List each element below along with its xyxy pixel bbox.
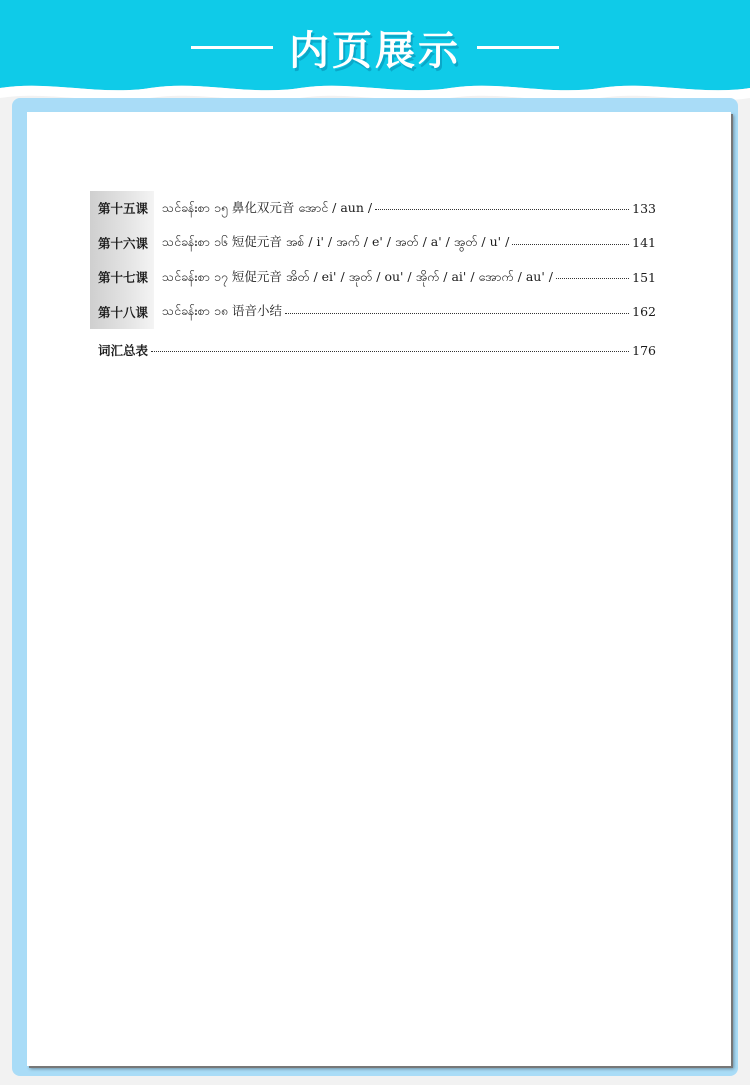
dot-leader (375, 208, 629, 210)
banner-title-row (0, 14, 750, 80)
table-of-contents (90, 191, 656, 368)
lesson-title: သင်ခန်းစာ ၁၅ 鼻化双元音 အောင် / aun / (162, 199, 373, 215)
lesson-number: 第十八课 (98, 304, 149, 320)
lesson-number: 第十六课 (98, 235, 149, 251)
toc-row (90, 295, 656, 330)
toc-row-vocabulary (90, 333, 656, 368)
toc-row (90, 226, 656, 261)
dot-leader (512, 243, 629, 245)
page-number: 176 (632, 342, 656, 358)
header-banner (0, 0, 750, 110)
banner-title: 内页展示 (289, 27, 461, 74)
lesson-number: 第十五课 (98, 201, 149, 217)
page-number: 141 (632, 235, 656, 251)
vocabulary-label: 词汇总表 (98, 343, 149, 359)
page-number: 133 (632, 200, 656, 216)
toc-row (90, 260, 656, 295)
dot-leader (285, 312, 629, 314)
lesson-group (90, 191, 656, 329)
lesson-title: သင်ခန်းစာ ၁၈ 语音小结 (162, 303, 282, 319)
left-decor-line (191, 46, 273, 49)
dot-leader (151, 350, 629, 352)
page-number: 162 (632, 304, 656, 320)
lesson-title: သင်ခန်းစာ ၁၇ 短促元音 အိတ် / ei' / အုတ် / ou' / အိုက် / ai' / အောက် / au' / (162, 268, 553, 284)
page-number: 151 (632, 269, 656, 285)
lesson-number: 第十七课 (98, 270, 149, 286)
dot-leader (556, 277, 629, 279)
lesson-title: သင်ခန်းစာ ၁၆ 短促元音 အစ် / i' / အက် / e' / အတ် / a' / အွတ် / u' / (162, 234, 510, 250)
right-decor-line (477, 46, 559, 49)
toc-row (90, 191, 656, 226)
